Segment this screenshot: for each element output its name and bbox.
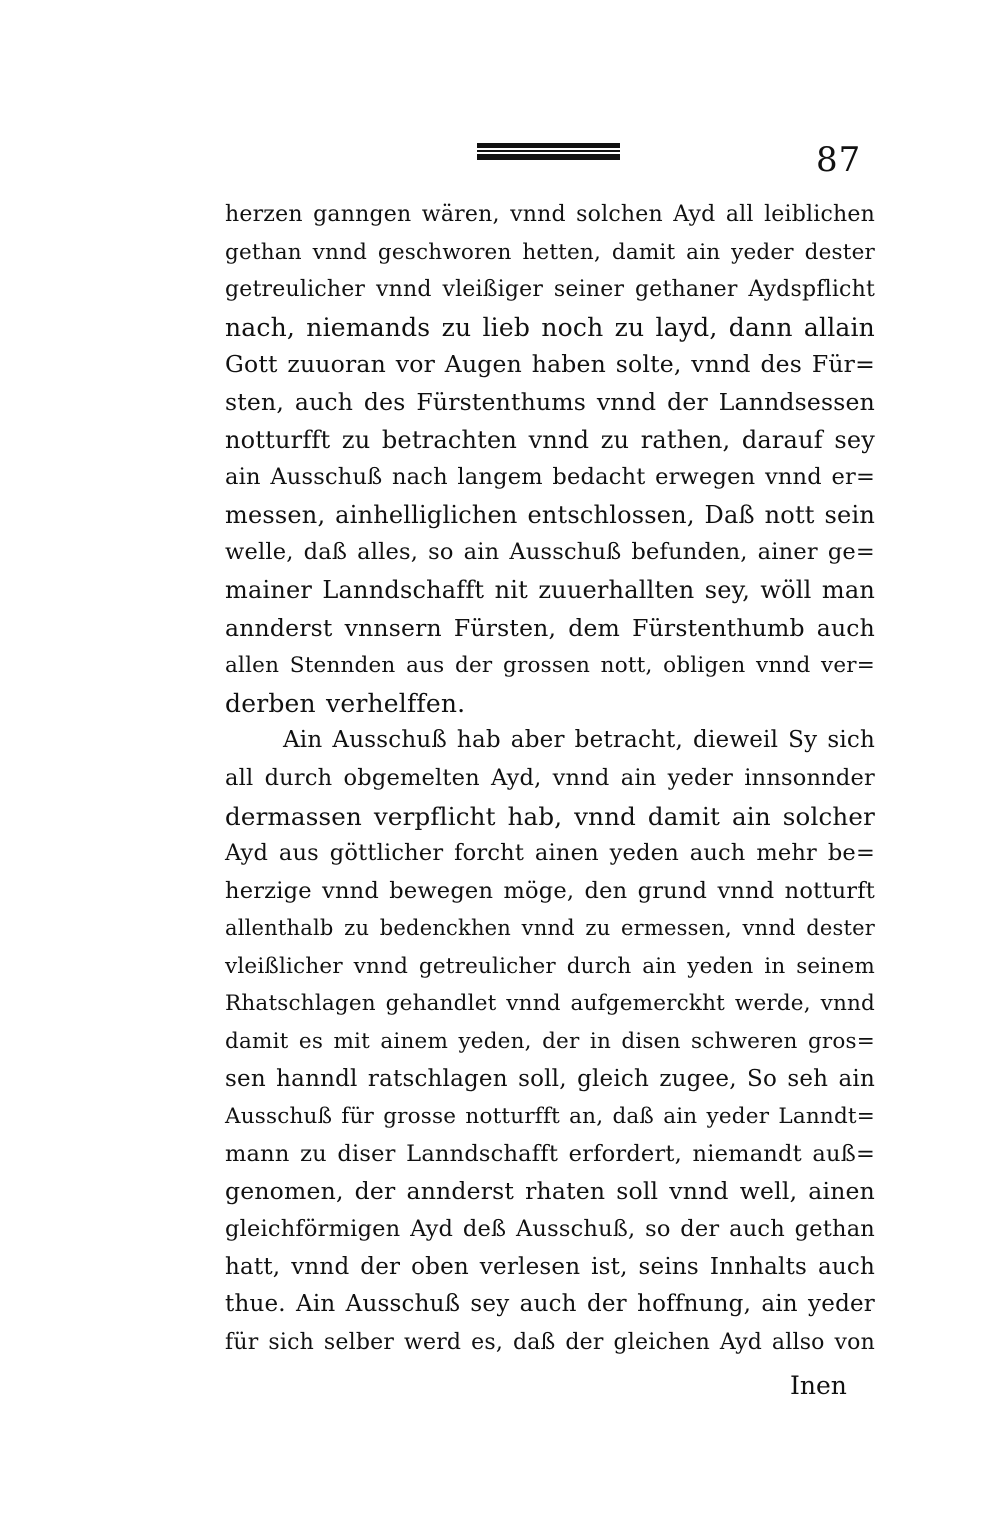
header-rule	[477, 143, 620, 163]
catchword: Inen	[790, 1371, 847, 1400]
text-line: nach, niemands zu lieb noch zu layd, dann allain	[225, 312, 875, 342]
text-line: thue. Ain Ausschuß sey auch der hoffnung, ain yeder	[225, 1291, 875, 1318]
text-line: sten, auch des Fürstenthums vnnd der Lanndsessen	[225, 387, 875, 416]
text-line: Ausschuß für grosse notturfft an, daß ain yeder Lanndt=	[225, 1104, 875, 1130]
text-line: welle, daß alles, so ain Ausschuß befunden, ainer ge=	[225, 539, 875, 566]
body-text	[225, 196, 875, 1361]
text-line: für sich selber werd es, daß der gleichen Ayd allso von	[225, 1329, 875, 1355]
text-line: Ayd aus göttlicher forcht ainen yeden auch mehr be=	[225, 840, 875, 867]
text-line: Gott zuuoran vor Augen haben solte, vnnd des Für=	[225, 350, 875, 379]
text-line: genomen, der annderst rhaten soll vnnd well, ainen	[225, 1177, 875, 1206]
text-line: gleichförmigen Ayd deß Ausschuß, so der auch gethan	[225, 1216, 875, 1243]
header-rule-bar	[477, 143, 620, 148]
text-line: damit es mit ainem yeden, der in disen schweren gros=	[225, 1029, 875, 1055]
text-line: gethan vnnd geschworen hetten, damit ain yeder dester	[225, 239, 875, 265]
text-line: sen hanndl ratschlagen soll, gleich zugee, So seh ain	[225, 1065, 875, 1092]
text-line: annderst vnnsern Fürsten, dem Fürstenthumb auch	[225, 613, 875, 642]
header-rule-bar	[477, 150, 620, 152]
header-rule-bar	[477, 154, 620, 160]
text-line: getreulicher vnnd vleißiger seiner gethaner Aydspflicht	[225, 277, 875, 303]
text-line: herzen ganngen wären, vnnd solchen Ayd all leiblichen	[225, 202, 875, 227]
page-number: 87	[816, 140, 862, 180]
text-line: mann zu diser Lanndschafft erfordert, niemandt auß=	[225, 1140, 875, 1167]
text-line: messen, ainhelliglichen entschlossen, Daß nott sein	[225, 500, 875, 529]
text-line: derben verhelffen.	[225, 688, 466, 718]
text-line: notturfft zu betrachten vnnd zu rathen, darauf sey	[225, 425, 875, 454]
text-line: dermassen verpflicht hab, vnnd damit ain solcher	[225, 801, 875, 831]
text-line: allen Stennden aus der grossen nott, obligen vnnd ver=	[225, 653, 875, 679]
text-line: all durch obgemelten Ayd, vnnd ain yeder innsonnder	[225, 764, 875, 791]
text-line: vleißlicher vnnd getreulicher durch ain yeden in seinem	[225, 953, 875, 979]
text-line: ain Ausschuß nach langem bedacht erwegen vnnd er=	[225, 464, 875, 491]
text-line: Rhatschlagen gehandlet vnnd aufgemerckht werde, vnnd	[225, 991, 875, 1017]
text-line: hatt, vnnd der oben verlesen ist, seins Innhalts auch	[225, 1253, 875, 1280]
text-line: allenthalb zu bedenckhen vnnd zu ermessen, vnnd dester	[225, 916, 875, 941]
text-line: Ain Ausschuß hab aber betracht, dieweil Sy sich	[283, 727, 875, 754]
text-line: herzige vnnd bewegen möge, den grund vnnd notturft	[225, 877, 875, 904]
text-line: mainer Lanndschafft nit zuuerhallten sey, wöll man	[225, 575, 875, 604]
